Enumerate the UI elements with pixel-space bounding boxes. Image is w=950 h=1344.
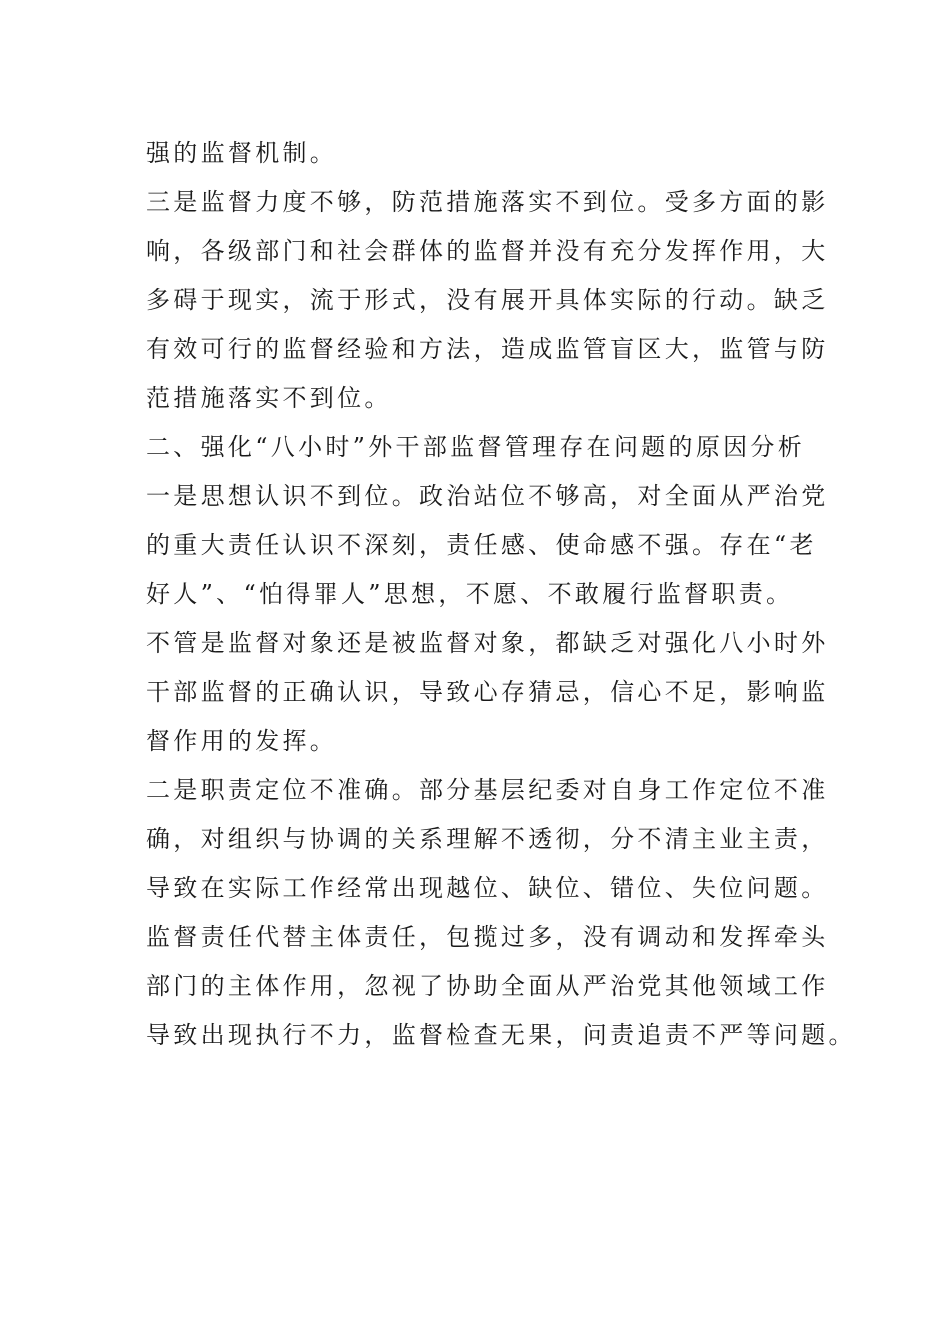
text-line: 确，对组织与协调的关系理解不透彻，分不清主业主责，: [146, 825, 829, 853]
text-line: 好人”、“怕得罪人”思想，不愿、不敢履行监督职责。: [146, 580, 794, 608]
text-line: 强的监督机制。: [146, 139, 338, 167]
text-line: 有效可行的监督经验和方法，造成监管盲区大，监管与防: [146, 335, 829, 363]
text-line: 干部监督的正确认识，导致心存猜忌，信心不足，影响监: [146, 678, 829, 706]
text-line: 二是职责定位不准确。部分基层纪委对自身工作定位不准: [146, 776, 829, 804]
text-line: 范措施落实不到位。: [146, 384, 392, 412]
section-heading: 二、强化“八小时”外干部监督管理存在问题的原因分析: [146, 433, 806, 461]
text-line: 部门的主体作用，忽视了协助全面从严治党其他领域工作: [146, 972, 829, 1000]
text-line: 导致出现执行不力，监督检查无果，问责追责不严等问题。: [146, 1021, 856, 1049]
text-line: 监督责任代替主体责任，包揽过多，没有调动和发挥牵头: [146, 923, 829, 951]
text-line: 导致在实际工作经常出现越位、缺位、错位、失位问题。: [146, 874, 829, 902]
text-line: 的重大责任认识不深刻，责任感、使命感不强。存在“老: [146, 531, 817, 559]
body-text: [146, 129, 856, 1060]
text-line: 多碍于现实，流于形式，没有展开具体实际的行动。缺乏: [146, 286, 829, 314]
text-line: 三是监督力度不够，防范措施落实不到位。受多方面的影: [146, 188, 829, 216]
text-line: 一是思想认识不到位。政治站位不够高，对全面从严治党: [146, 482, 829, 510]
text-line: 不管是监督对象还是被监督对象，都缺乏对强化八小时外: [146, 629, 829, 657]
text-line: 响，各级部门和社会群体的监督并没有充分发挥作用，大: [146, 237, 829, 265]
text-line: 督作用的发挥。: [146, 727, 338, 755]
